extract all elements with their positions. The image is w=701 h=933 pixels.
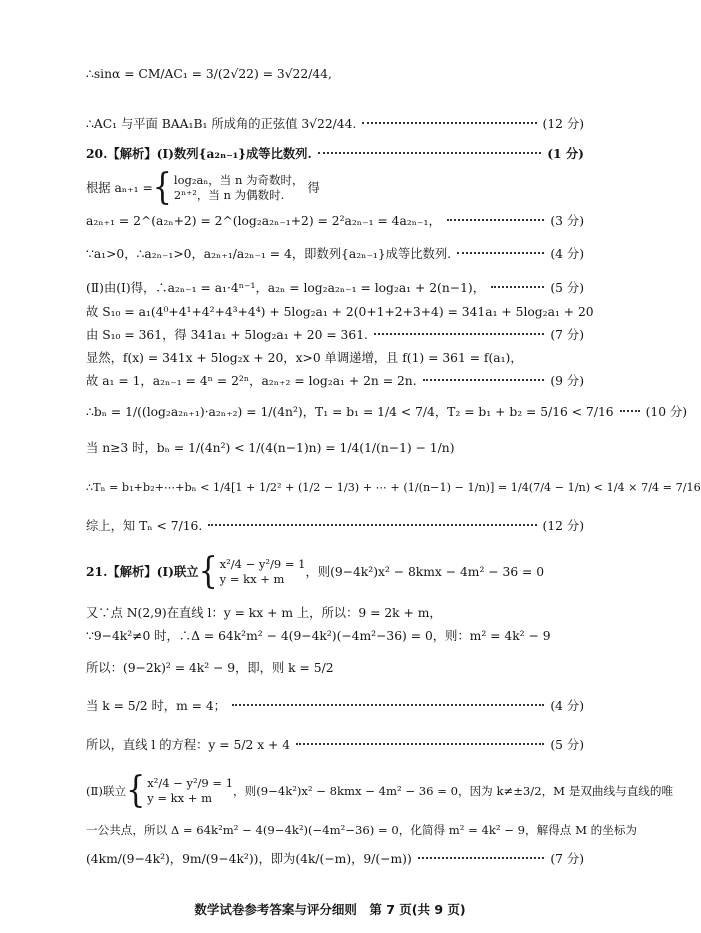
leader-dots (374, 333, 544, 335)
answer-line-5 (86, 213, 584, 229)
leader-dots (423, 379, 545, 381)
line-text: (4km/(9−4k²)，9m/(9−4k²))，即为(4k/(−m)，9/(−m)) (86, 852, 412, 866)
problem-21-system (86, 550, 584, 593)
score-label: (9 分) (550, 374, 584, 388)
score-label: (5 分) (550, 738, 584, 752)
line-text: 显然，f(x) = 341x + 5log₂x + 20，x>0 单调递增，且 f(1) = 361 = f(a₁)， (86, 351, 523, 365)
answer-line-10 (86, 350, 584, 366)
line-text: ∴Tₙ = b₁+b₂+⋯+bₙ < 1/4[1 + 1/2² + (1/2 − 1/3) + ⋯ + (1/(n−1) − 1/n)] = 1/4(7/4 − 1/n) < 1/4 × 7/4 = 7/16 (86, 481, 701, 494)
answer-line-24 (86, 851, 584, 867)
page-footer: 数学试卷参考答案与评分细则 第 7 页(共 9 页) (194, 902, 466, 917)
line-text: 根据 aₙ₊₁ = (86, 181, 153, 195)
line-text: 当 n≥3 时，bₙ = 1/(4n²) < 1/(4(n−1)n) = 1/4(1/(n−1) − 1/n) (86, 441, 455, 455)
line-text: (Ⅱ)由(Ⅰ)得，∴a₂ₙ₋₁ = a₁·4ⁿ⁻¹，a₂ₙ = log₂a₂ₙ₋₁ = log₂a₁ + 2(n−1)， (86, 281, 485, 295)
score-label: (10 分) (645, 405, 688, 419)
answer-line-23 (86, 822, 638, 838)
answer-line-9 (86, 327, 584, 343)
score-label: (12 分) (542, 117, 584, 131)
piecewise-case-odd: log₂aₙ，当 n 为奇数时， (173, 173, 304, 187)
line-text: ，则(9−4k²)x² − 8kmx − 4m² − 36 = 0，因为 k≠±3/2，M 是双曲线与直线的唯 (233, 784, 674, 798)
system-equation-hyperbola: x²/4 − y²/9 = 1 (147, 776, 234, 790)
line-text: 当 k = 5/2 时，m = 4； (86, 699, 226, 713)
system-rows (147, 776, 233, 806)
line-text: 所以，直线 l 的方程：y = 5/2 x + 4 (86, 738, 291, 752)
line-text: 综上，知 Tₙ < 7/16. (86, 519, 203, 533)
leader-dots (208, 524, 536, 526)
piecewise-rows (174, 173, 304, 203)
system-equation-hyperbola: x²/4 − y²/9 = 1 (219, 557, 306, 571)
line-text: ∵9−4k²≠0 时，∴Δ = 64k²m² − 4(9−4k²)(−4m²−36) = 0，则：m² = 4k² − 9 (86, 629, 551, 643)
score-label: (1 分) (547, 146, 584, 161)
answer-line-19 (86, 660, 584, 676)
leader-dots (491, 286, 544, 288)
piecewise-definition (86, 166, 584, 209)
line-text: (Ⅱ)联立 (86, 784, 127, 798)
piecewise-case-even: 2ⁿ⁺²，当 n 为偶数时. (173, 188, 285, 202)
leader-dots (418, 857, 545, 859)
leader-dots (362, 122, 536, 124)
left-brace-glyph: { (126, 769, 146, 812)
system-brace (198, 550, 306, 593)
answer-line-11 (86, 373, 584, 389)
answer-line-6 (86, 246, 584, 262)
leader-dots (232, 704, 544, 706)
leader-dots (620, 410, 640, 412)
score-label: (5 分) (550, 281, 584, 295)
left-brace-glyph: { (152, 166, 172, 209)
system-rows (220, 557, 306, 587)
score-label: (3 分) (550, 214, 584, 228)
line-text: ∴bₙ = 1/((log₂a₂ₙ₊₁)·a₂ₙ₊₂) = 1/(4n²)，T₁ = b₁ = 1/4 < 7/4，T₂ = b₁ + b₂ = 5/16 < 7/16 (86, 405, 614, 419)
score-label: (7 分) (550, 328, 584, 342)
answer-line-15 (86, 518, 584, 534)
line-text: 一公共点，所以 Δ = 64k²m² − 4(9−4k²)(−4m²−36) = 0，化简得 m² = 4k² − 9，解得点 M 的坐标为 (86, 823, 638, 837)
line-text: 故 S₁₀ = a₁(4⁰+4¹+4²+4³+4⁴) + 5log₂a₁ + 2(0+1+2+3+4) = 341a₁ + 5log₂a₁ + 20 (86, 305, 594, 319)
line-text: a₂ₙ₊₁ = 2^(a₂ₙ+2) = 2^(log₂a₂ₙ₋₁+2) = 2²a₂ₙ₋₁ = 4a₂ₙ₋₁， (86, 214, 441, 228)
left-brace-glyph: { (198, 550, 218, 593)
line-text: 故 a₁ = 1，a₂ₙ₋₁ = 4ⁿ = 2²ⁿ，a₂ₙ₊₂ = log₂a₁ + 2n = 2n. (86, 374, 417, 388)
system-brace (126, 769, 234, 812)
line-text: ∵a₁>0，∴a₂ₙ₋₁>0，a₂ₙ₊₁/a₂ₙ₋₁ = 4，即数列{a₂ₙ₋₁}成等比数列. (86, 247, 452, 261)
leader-dots (447, 219, 545, 221)
line-text: ∴sinα = CM/AC₁ = 3/(2√22) = 3√22/44, (86, 67, 332, 81)
score-label: (7 分) (550, 852, 584, 866)
answer-line-13 (86, 440, 584, 456)
leader-dots (318, 152, 541, 154)
answer-line-2 (86, 116, 584, 132)
piecewise-brace (152, 166, 304, 209)
system-equation-line: y = kx + m (147, 791, 212, 805)
line-text: 又∵点 N(2,9)在直线 l：y = kx + m 上，所以：9 = 2k + m， (86, 606, 442, 620)
system-equation-line: y = kx + m (219, 572, 285, 586)
line-text: ，则(9−4k²)x² − 8kmx − 4m² − 36 = 0 (305, 565, 545, 579)
line-text: 得 (307, 181, 320, 195)
leader-dots (457, 252, 544, 254)
score-label: (4 分) (550, 247, 584, 261)
answer-line-18 (86, 628, 584, 644)
problem-21-heading: 21.【解析】(Ⅰ)联立 (86, 564, 199, 579)
line-text: 所以：(9−2k)² = 4k² − 9，即，则 k = 5/2 (86, 661, 334, 675)
answer-line-8 (86, 304, 594, 320)
answer-line-7 (86, 280, 584, 296)
answer-line-21 (86, 737, 584, 753)
line-text: 由 S₁₀ = 361，得 341a₁ + 5log₂a₁ + 20 = 361. (86, 328, 368, 342)
part-2-system (86, 769, 674, 812)
line-text: 20.【解析】(Ⅰ)数列{a₂ₙ₋₁}成等比数列. (86, 146, 312, 161)
score-label: (4 分) (550, 699, 584, 713)
line-text: ∴AC₁ 与平面 BAA₁B₁ 所成角的正弦值 3√22/44. (86, 117, 357, 131)
answer-line-17 (86, 605, 584, 621)
answer-line-12 (86, 404, 688, 420)
leader-dots (296, 743, 544, 745)
score-label: (12 分) (542, 519, 584, 533)
answer-line-20 (86, 698, 584, 714)
answer-line-14 (86, 480, 701, 496)
answer-line-1 (86, 66, 584, 82)
problem-20-heading (86, 146, 584, 162)
